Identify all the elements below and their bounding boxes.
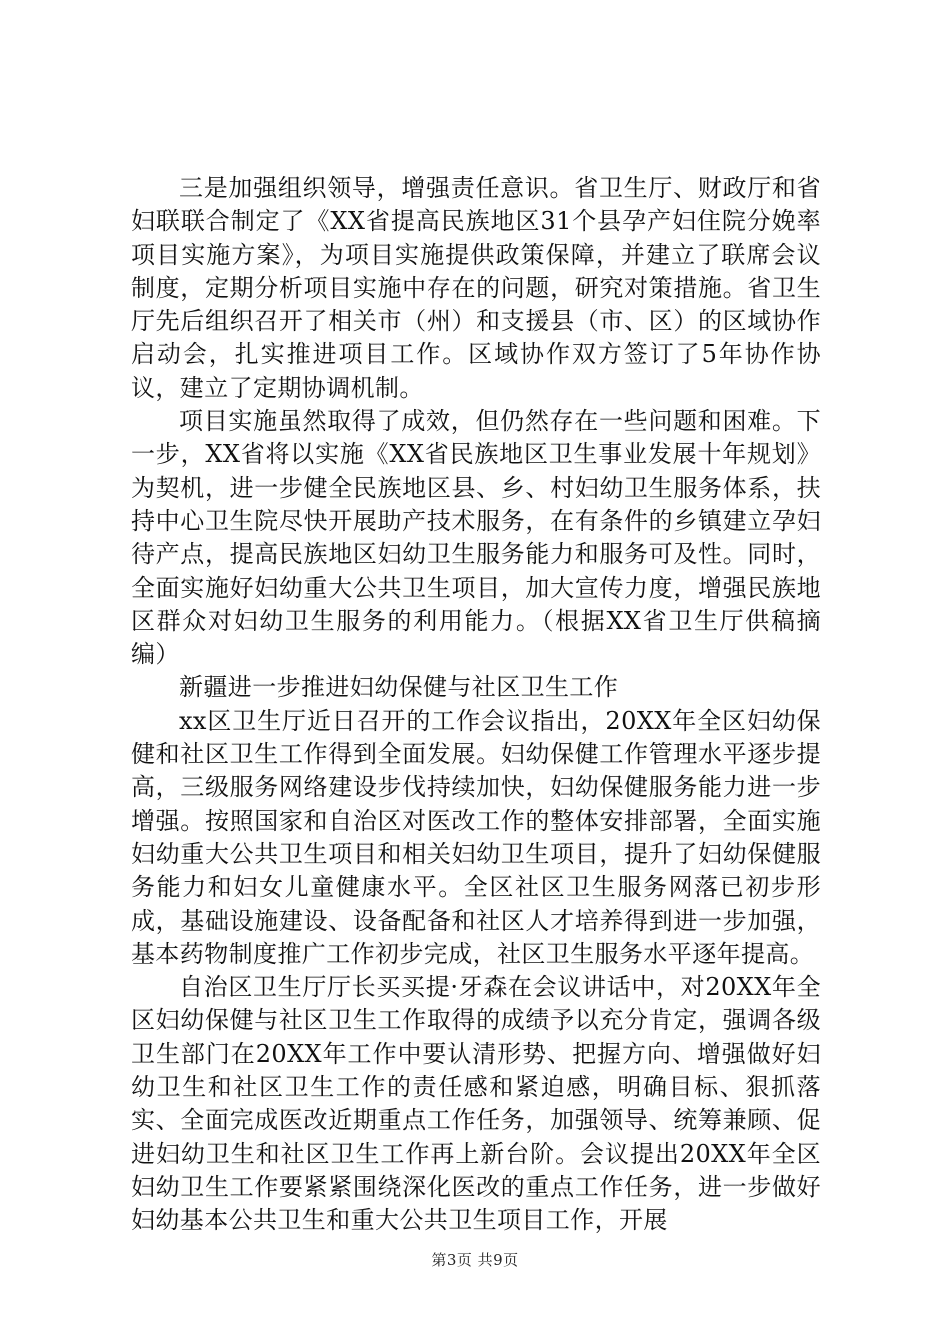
document-body [131,172,821,1238]
section-heading-xinjiang: 新疆进一步推进妇幼保健与社区卫生工作 [179,673,619,702]
paragraph-organization-leadership: 三是加强组织领导，增强责任意识。省卫生厅、财政厅和省妇联联合制定了《XX省提高民族地区31个县孕产妇住院分娩率项目实施方案》，为项目实施提供政策保障，并建立了联席会议制度，定期分析项目实施中存在的问题，研究对策措施。省卫生厅先后组织召开了相关市（州）和支援县（市、区）的区域协作启动会，扎实推进项目工作。区域协作双方签订了5年协作协议，建立了定期协调机制。 [131,174,821,402]
paragraph-director-speech: 自治区卫生厅厅长买买提·牙森在会议讲话中，对20XX年全区妇幼保健与社区卫生工作取得的成绩予以充分肯定，强调各级卫生部门在20XX年工作中要认清形势、把握方向、增强做好妇幼卫生和社区卫生工作的责任感和紧迫感，明确目标、狠抓落实、全面完成医改近期重点工作任务，加强领导、统筹兼顾、促进妇幼卫生和社区卫生工作再上新台阶。会议提出20XX年全区妇幼卫生工作要紧紧围绕深化医改的重点工作任务，进一步做好妇幼基本公共卫生和重大公共卫生项目工作，开展 [131,973,821,1235]
paragraph-next-steps: 项目实施虽然取得了成效，但仍然存在一些问题和困难。下一步，XX省将以实施《XX省民族地区卫生事业发展十年规划》为契机，进一步健全民族地区县、乡、村妇幼卫生服务体系，扶持中心卫生院尽快开展助产技术服务，在有条件的乡镇建立孕妇待产点，提高民族地区妇幼卫生服务能力和服务可及性。同时，全面实施好妇幼重大公共卫生项目，加大宣传力度，增强民族地区群众对妇幼卫生服务的利用能力。（根据XX省卫生厅供稿摘编） [131,407,821,669]
paragraph-work-meeting: xx区卫生厅近日召开的工作会议指出，20XX年全区妇幼保健和社区卫生工作得到全面发展。妇幼保健工作管理水平逐步提高，三级服务网络建设步伐持续加快，妇幼保健服务能力进一步增强。按照国家和自治区对医改工作的整体安排部署，全面实施妇幼重大公共卫生项目和相关妇幼卫生项目，提升了妇幼保健服务能力和妇女儿童健康水平。全区社区卫生服务网落已初步形成，基础设施建设、设备配备和社区人才培养得到进一步加强，基本药物制度推广工作初步完成，社区卫生服务水平逐年提高。 [131,706,821,968]
page-number-footer: 第3页 共9页 [431,1251,519,1269]
